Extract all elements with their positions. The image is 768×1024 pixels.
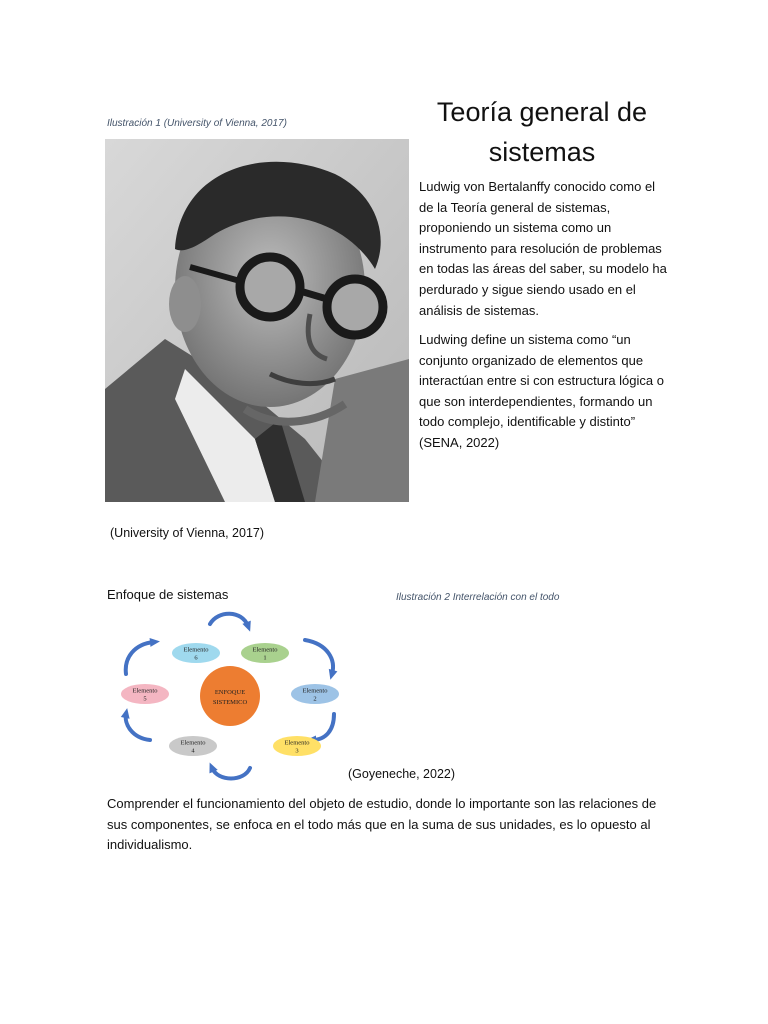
page-title: Teoría general de sistemas (436, 97, 648, 167)
element-label: Elemento (302, 687, 328, 695)
arrowhead-icon (242, 621, 250, 632)
element-label: Elemento (284, 739, 310, 747)
element-number: 4 (191, 747, 195, 755)
element-node-2 (291, 684, 339, 704)
element-number: 2 (313, 695, 317, 703)
paragraph-definition: Ludwing define un sistema como “un conjunto organizado de elementos que interactúan entre si con estructura lógica o que son interdependientes, formando un todo complejo, identificable y distinto” (SENA, 2022) (419, 332, 664, 450)
element-label: Elemento (252, 646, 278, 654)
source-citation-1: (University of Vienna, 2017) (110, 526, 265, 540)
paragraph-conclusion: Comprender el funcionamiento del objeto de estudio, donde lo importante son las relaciones de sus componentes, se enfoca en el todo más que en la suma de sus unidades, es lo opuesto al individualismo. (107, 796, 657, 853)
cycle-arrow-6 (126, 642, 154, 674)
portrait-photo (105, 139, 409, 502)
element-node-5 (121, 684, 169, 704)
figure-caption-2: Ilustración 2 Interrelación con el todo (396, 592, 560, 603)
element-label: Elemento (180, 739, 206, 747)
element-label: Elemento (132, 687, 158, 695)
portrait-image (105, 139, 409, 502)
cycle-arrow-2 (305, 640, 333, 674)
center-label-line1: ENFOQUE (214, 689, 246, 696)
paragraph-bertalanffy: Ludwig von Bertalanffy conocido como el de la Teoría general de sistemas, proponiendo un sistema como un instrumento para resolución de problemas en todas las áreas del saber, su modelo ha perdurado y sigue siendo usado en el análisis de sistemas. (419, 179, 667, 318)
center-label-line2: SISTEMICO (212, 699, 248, 706)
element-label: Elemento (183, 646, 209, 654)
element-node-1 (241, 643, 289, 663)
arrowhead-icon (150, 638, 160, 647)
source-citation-2: (Goyeneche, 2022) (348, 767, 456, 781)
element-number: 6 (194, 654, 198, 662)
element-number: 5 (143, 695, 147, 703)
systems-approach-diagram (110, 610, 350, 785)
arrowhead-icon (121, 708, 130, 719)
section-heading: Enfoque de sistemas (107, 587, 229, 602)
cycle-arrow-1 (210, 614, 248, 626)
figure-caption-1: Ilustración 1 (University of Vienna, 2017) (107, 118, 287, 129)
element-node-3 (273, 736, 321, 756)
element-number: 1 (263, 654, 267, 662)
center-circle (200, 666, 260, 726)
element-node-6 (172, 643, 220, 663)
arrowhead-icon (329, 669, 338, 680)
element-number: 3 (295, 747, 299, 755)
cycle-arrow-4 (212, 768, 250, 779)
element-node-4 (169, 736, 217, 756)
